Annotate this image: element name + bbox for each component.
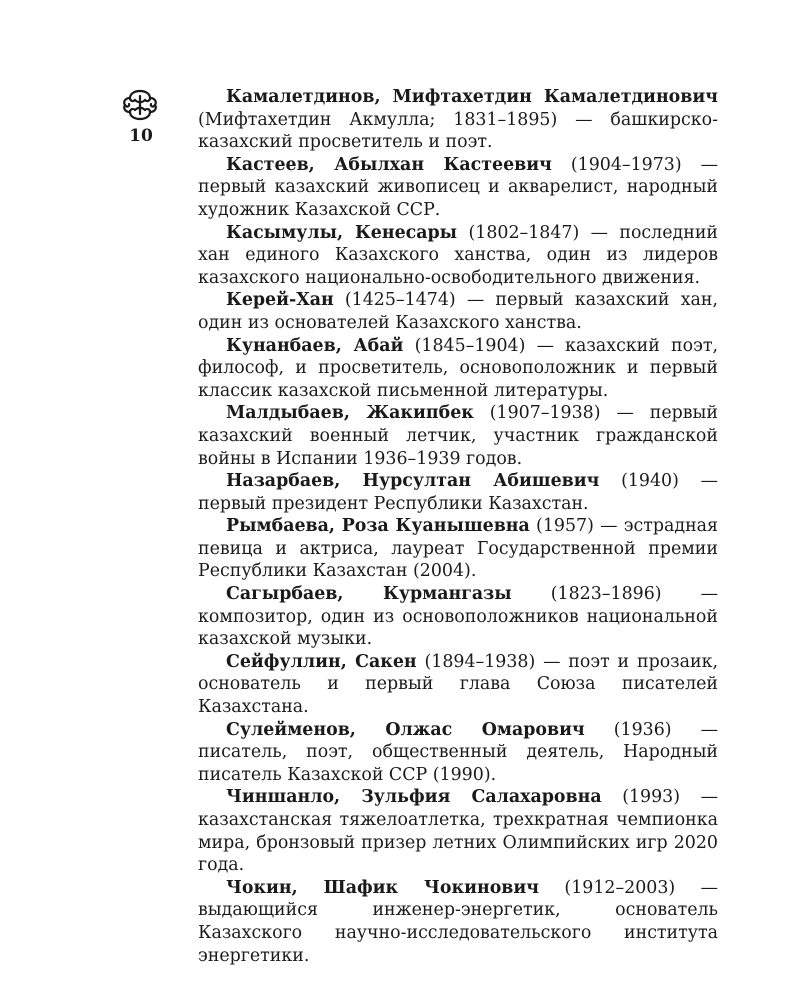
entry [198,719,718,787]
entry-name: Чокин, Шафик Чокинович [226,877,540,898]
kazakh-ornament-icon [120,88,160,122]
entry [198,651,718,719]
entry-text: (1904–1973) — первый казахский живописец и акварелист, народный художник Казахской ССР. [198,154,718,220]
entry-text: (1823–1896) — композитор, один из основоположников национальной казахской музыки. [198,584,719,650]
entry-text: (1936) — писатель, поэт, общественный деятель, Народный писатель Казахской ССР (1990). [198,719,718,785]
entry [198,786,718,876]
page-number: 10 [129,126,153,146]
entry [198,335,718,403]
entry [198,402,718,470]
entry-name: Чиншанло, Зульфия Салахаровна [226,787,602,808]
entry-name: Кунанбаев, Абай [226,335,404,356]
entry-text: (1907–1938) — первый казахский военный летчик, участник гражданской войны в Испании 1936–1939 годов. [198,403,718,469]
entry-text: (1845–1904) — казахский поэт, философ, и просветитель, основоположник и первый классик казахской письменной литературы. [198,335,719,401]
entry-text: (Мифтахетдин Акмулла; 1831–1895) — башкирско-казахский просветитель и поэт. [198,109,718,153]
entry [198,515,718,583]
entries-list [198,86,718,967]
entry [198,289,718,334]
entry [198,86,718,154]
entry-name: Сейфуллин, Сакен [226,651,417,672]
entry-text: (1993) — казахстанская тяжелоатлетка, трехкратная чемпионка мира, бронзовый призер летних Олимпийских игр 2020 года. [198,787,718,876]
entry-text: (1940) — первый президент Республики Казахстан. [198,471,719,514]
entry-text: (1894–1938) — поэт и прозаик, основатель и первый глава Союза писателей Казахстана. [198,651,719,718]
entry-name: Рымбаева, Роза Куанышевна [226,516,530,537]
entry-name: Сагырбаев, Курмангазы [226,584,512,605]
entry-name: Назарбаев, Нурсултан Абишевич [226,471,600,492]
entry-text: (1802–1847) — последний хан единого Казахского ханства, один из лидеров казахского национально-освободительного движения. [198,222,718,288]
entry-name: Кастеев, Абылхан Кастеевич [226,154,552,175]
entry-text: (1957) — эстрадная певица и актриса, лауреат Государственной премии Республики Казахстан (2004). [198,516,718,582]
entry-name: Касымулы, Кенесары [226,222,458,243]
entry-name: Керей-Хан [226,290,334,311]
entry [198,877,718,967]
entry-text: (1425–1474) — первый казахский хан, один из основателей Казахского ханства. [198,290,718,333]
entry [198,154,718,222]
entry [198,470,718,515]
entry-name: Сулейменов, Олжас Омарович [226,719,585,740]
entry-text: (1912–2003) — выдающийся инженер-энергетик, основатель Казахского научно-исследовательского института энергетики. [198,877,718,966]
entry-name: Камалетдинов, Мифтахетдин Камалетдинович [226,87,718,107]
entry [198,222,718,290]
entry-name: Малдыбаев, Жакипбек [226,403,474,424]
entry [198,583,718,651]
